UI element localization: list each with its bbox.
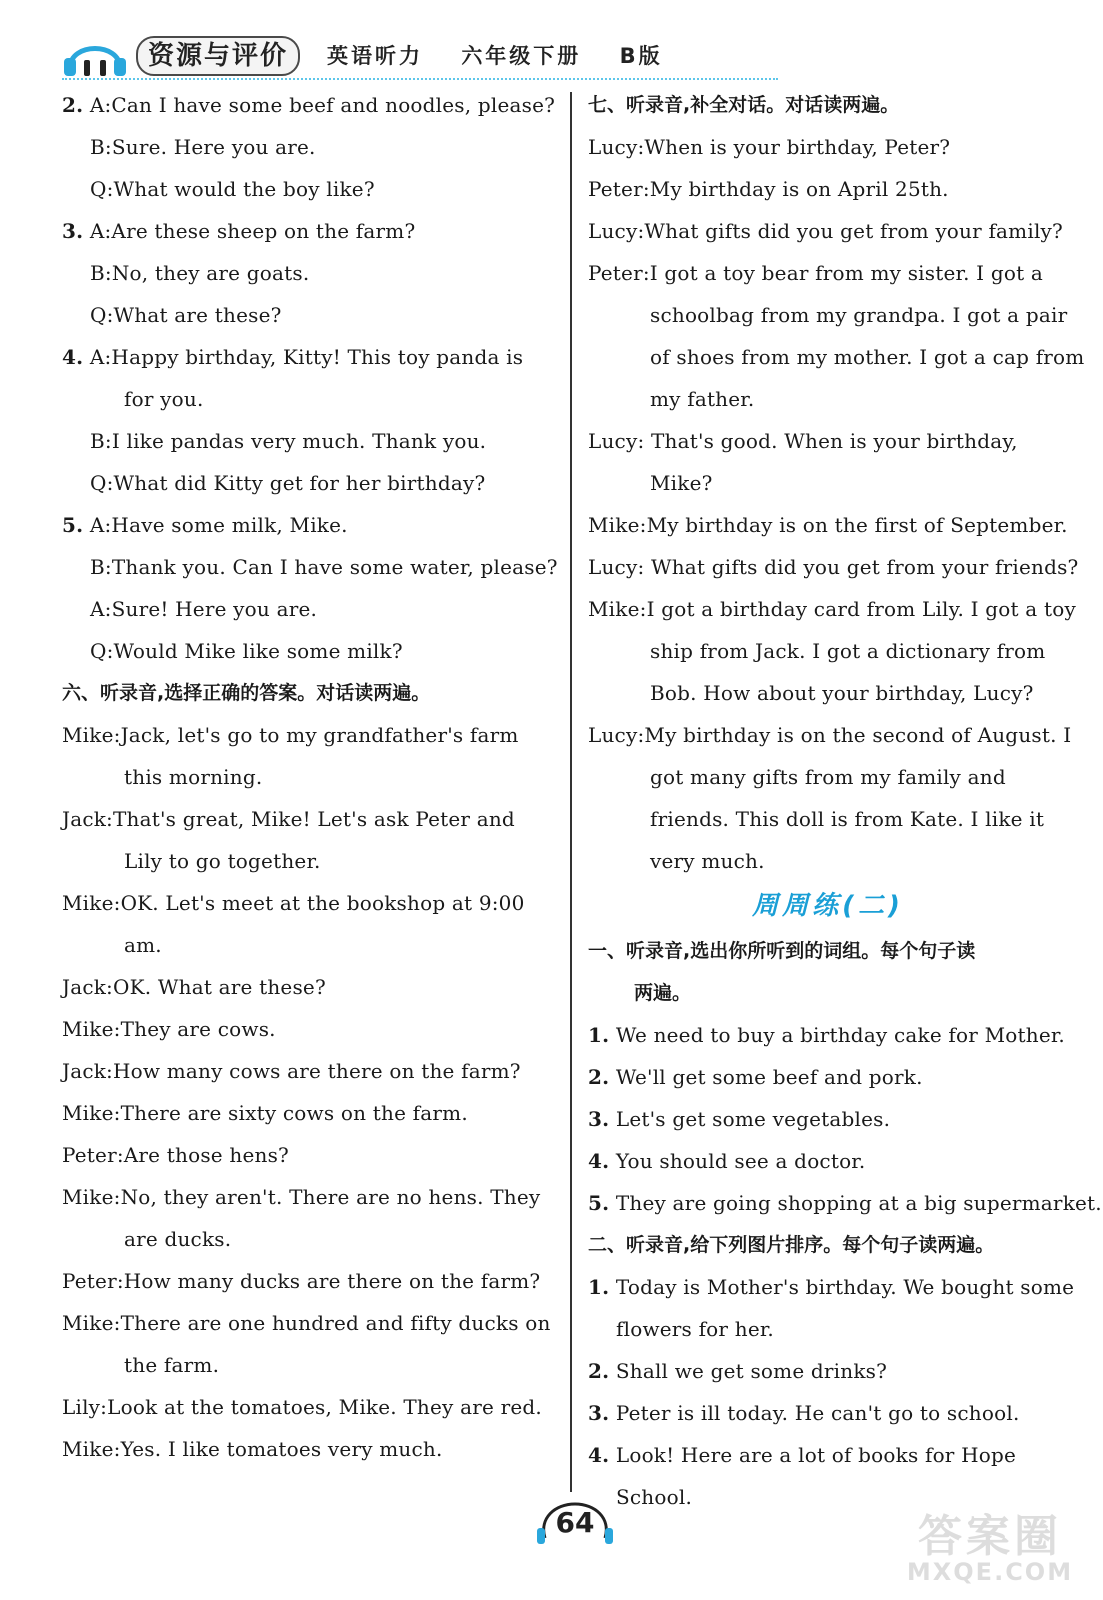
list-item: Mike:My birthday is on the first of September. bbox=[588, 513, 1068, 537]
week-practice-title: 周周练(二) bbox=[752, 891, 904, 921]
headphones-icon bbox=[62, 32, 128, 78]
brand-title: 资源与评价 bbox=[136, 36, 300, 76]
subject-label: 英语听力 bbox=[327, 44, 423, 68]
book-subtitle bbox=[327, 40, 691, 70]
section-heading: 七、听录音,补全对话。对话读两遍。 bbox=[588, 94, 900, 116]
list-item: 4. Look! Here are a lot of books for Hope bbox=[588, 1443, 1017, 1467]
watermark-url: MXQE.COM bbox=[906, 1558, 1074, 1586]
list-item: B:Thank you. Can I have some water, please? bbox=[90, 555, 558, 579]
list-item: Lucy: What gifts did you get from your friends? bbox=[588, 555, 1079, 579]
list-item: ship from Jack. I got a dictionary from bbox=[650, 639, 1046, 663]
header-divider bbox=[62, 78, 778, 80]
section-heading: 一、听录音,选出你所听到的词组。每个句子读 bbox=[588, 940, 976, 962]
list-item: 2. We'll get some beef and pork. bbox=[588, 1065, 923, 1089]
list-item: B:I like pandas very much. Thank you. bbox=[90, 429, 487, 453]
list-item: Q:What are these? bbox=[90, 303, 282, 327]
list-item: Bob. How about your birthday, Lucy? bbox=[650, 681, 1034, 705]
list-item: 1. We need to buy a birthday cake for Mother. bbox=[588, 1023, 1065, 1047]
list-item: 3. Peter is ill today. He can't go to school. bbox=[588, 1401, 1020, 1425]
list-item: 5. They are going shopping at a big supermarket. bbox=[588, 1191, 1102, 1215]
section-heading: 二、听录音,给下列图片排序。每个句子读两遍。 bbox=[588, 1234, 995, 1256]
list-item: Mike:They are cows. bbox=[62, 1017, 276, 1041]
watermark-logo: 答案圈 bbox=[918, 1511, 1062, 1562]
watermark bbox=[900, 1500, 1080, 1595]
list-item: Lucy:What gifts did you get from your family? bbox=[588, 219, 1063, 243]
page-header bbox=[62, 30, 782, 82]
list-item: 3. Let's get some vegetables. bbox=[588, 1107, 891, 1131]
list-item: Mike? bbox=[650, 471, 713, 495]
list-item: flowers for her. bbox=[616, 1317, 774, 1341]
list-item: School. bbox=[616, 1485, 693, 1509]
list-item: for you. bbox=[124, 387, 204, 411]
list-item: Peter:Are those hens? bbox=[62, 1143, 289, 1167]
list-item: Mike:Yes. I like tomatoes very much. bbox=[62, 1437, 443, 1461]
left-column bbox=[62, 84, 558, 1470]
column-divider bbox=[570, 92, 572, 1492]
list-item: are ducks. bbox=[124, 1227, 232, 1251]
list-item: 1. Today is Mother's birthday. We bought some bbox=[588, 1275, 1075, 1299]
list-item: friends. This doll is from Kate. I like it bbox=[650, 807, 1045, 831]
list-item: Lucy:When is your birthday, Peter? bbox=[588, 135, 951, 159]
list-item: 5. A:Have some milk, Mike. bbox=[62, 513, 348, 537]
list-item: Lily to go together. bbox=[124, 849, 321, 873]
list-item: Jack:That's great, Mike! Let's ask Peter and bbox=[62, 807, 515, 831]
list-item: Jack:OK. What are these? bbox=[62, 975, 326, 999]
list-item: Q:Would Mike like some milk? bbox=[90, 639, 403, 663]
list-item: Mike:Jack, let's go to my grandfather's farm bbox=[62, 723, 519, 747]
right-column bbox=[588, 84, 1102, 1518]
section-heading: 六、听录音,选择正确的答案。对话读两遍。 bbox=[62, 682, 431, 704]
list-item: am. bbox=[124, 933, 162, 957]
list-item: Lucy: That's good. When is your birthday, bbox=[588, 429, 1018, 453]
list-item: of shoes from my mother. I got a cap from bbox=[650, 345, 1085, 369]
list-item: B:No, they are goats. bbox=[90, 261, 310, 285]
grade-label: 六年级下册 bbox=[461, 44, 582, 68]
list-item: 3. A:Are these sheep on the farm? bbox=[62, 219, 416, 243]
list-item: A:Sure! Here you are. bbox=[90, 597, 318, 621]
list-item: 2. A:Can I have some beef and noodles, please? bbox=[62, 93, 556, 117]
list-item: the farm. bbox=[124, 1353, 220, 1377]
list-item: Q:What would the boy like? bbox=[90, 177, 375, 201]
edition-label: B版 bbox=[619, 44, 663, 68]
list-item: Mike:No, they aren't. There are no hens. They bbox=[62, 1185, 541, 1209]
list-item: Mike:There are sixty cows on the farm. bbox=[62, 1101, 468, 1125]
list-item: Lucy:My birthday is on the second of August. I bbox=[588, 723, 1072, 747]
page-number-text: 64 bbox=[555, 1506, 595, 1539]
list-item: 2. Shall we get some drinks? bbox=[588, 1359, 888, 1383]
list-item: schoolbag from my grandpa. I got a pair bbox=[650, 303, 1068, 327]
list-item: B:Sure. Here you are. bbox=[90, 135, 316, 159]
list-item: Mike:I got a birthday card from Lily. I got a toy bbox=[588, 597, 1076, 621]
list-item: Mike:There are one hundred and fifty ducks on bbox=[62, 1311, 551, 1335]
list-item: Peter:My birthday is on April 25th. bbox=[588, 177, 949, 201]
list-item: 4. A:Happy birthday, Kitty! This toy panda is bbox=[62, 345, 524, 369]
list-item: Peter:I got a toy bear from my sister. I got a bbox=[588, 261, 1044, 285]
list-item: this morning. bbox=[124, 765, 263, 789]
list-item: Mike:OK. Let's meet at the bookshop at 9:00 bbox=[62, 891, 525, 915]
list-item: very much. bbox=[650, 849, 765, 873]
list-item: Jack:How many cows are there on the farm? bbox=[62, 1059, 521, 1083]
list-item: Peter:How many ducks are there on the farm? bbox=[62, 1269, 541, 1293]
list-item: my father. bbox=[650, 387, 755, 411]
section-heading-cont: 两遍。 bbox=[634, 982, 692, 1004]
list-item: Lily:Look at the tomatoes, Mike. They are red. bbox=[62, 1395, 542, 1419]
list-item: Q:What did Kitty get for her birthday? bbox=[90, 471, 486, 495]
list-item: got many gifts from my family and bbox=[650, 765, 1006, 789]
list-item: 4. You should see a doctor. bbox=[588, 1149, 866, 1173]
page-number bbox=[535, 1500, 615, 1546]
